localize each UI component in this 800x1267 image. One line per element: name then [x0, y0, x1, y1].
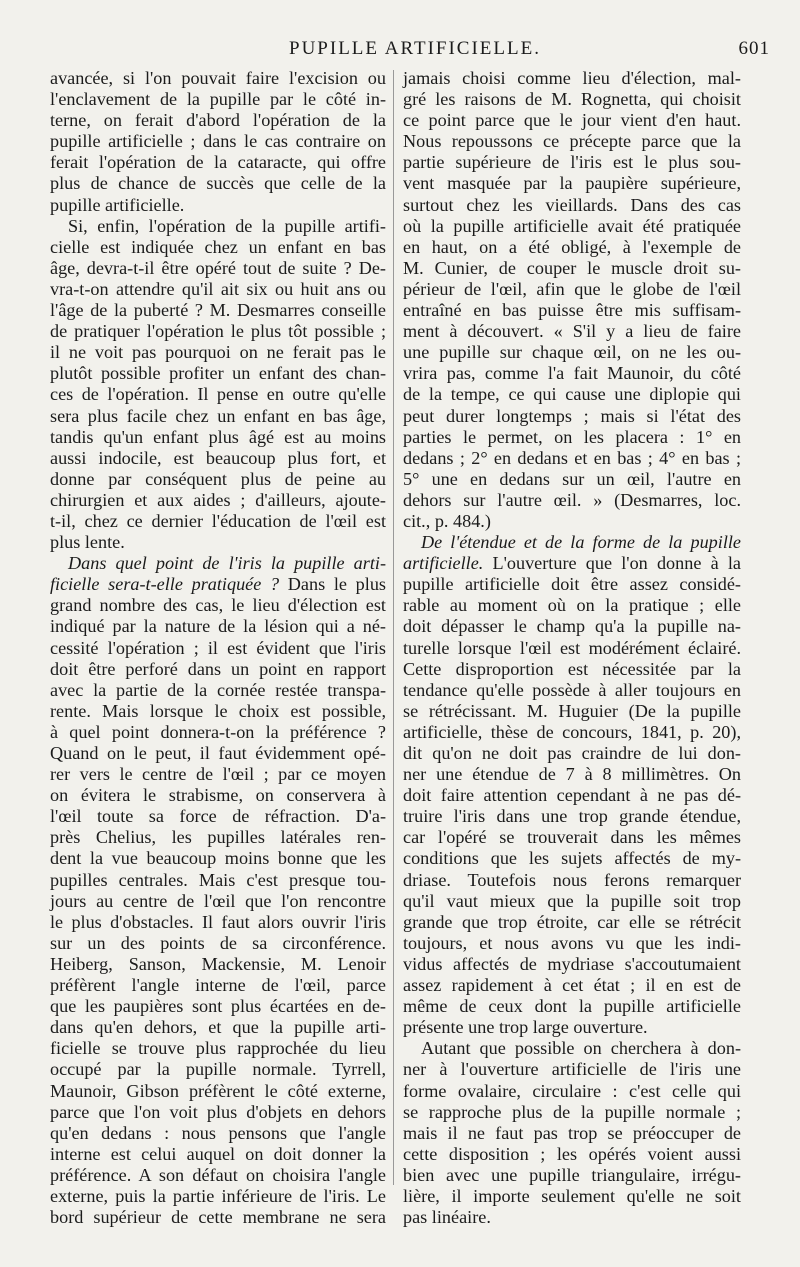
text-line: assez rapidement à cet état ; il en est de [403, 975, 741, 996]
text-line: externe, puis la partie inférieure de l'iris. Le [50, 1185, 386, 1206]
text-line: driase. Toutefois nous ferons remarquer [403, 869, 741, 890]
text-line: Nous repoussons ce précepte parce que la [403, 131, 741, 152]
text-line: plus lente. [50, 532, 125, 553]
text-line: sera plus facile chez un enfant en bas âge, [50, 405, 386, 426]
text-line: mais il ne faut pas trop se préoccuper de [403, 1122, 741, 1143]
text-line: cit., p. 484.) [403, 510, 491, 531]
text-line: vidus affectés de mydriase s'accoutumaient [403, 953, 741, 974]
text-line: préférence. A son défaut on choisira l'angle [50, 1164, 386, 1185]
text-line: dedans ; 2° en dedans et en bas ; 4° en bas ; [403, 447, 741, 468]
text-line: doit dépasser le champ qu'a la pupille na- [403, 616, 741, 637]
text-line: bien avec une pupille triangulaire, irrégu- [403, 1164, 741, 1185]
text-line: aussi indocile, est beaucoup plus fort, et [50, 447, 386, 468]
text-line: terne, on ferait d'abord l'opération de la [50, 110, 386, 131]
text-line: dehors sur l'autre œil. » (Desmarres, loc. [403, 489, 741, 510]
text-line: cette disposition ; les opérés voient aussi [403, 1143, 741, 1164]
text-line: cessité l'opération ; il est évident que l'iris [50, 637, 386, 658]
text-line: Autant que possible on cherchera à don- [421, 1038, 741, 1059]
text-line: on évitera le strabisme, on conservera à [50, 785, 386, 806]
text-line: Si, enfin, l'opération de la pupille artifi- [68, 215, 386, 236]
text-line: artificielle. L'ouverture que l'on donne à la [403, 553, 741, 574]
text-line: périeur de l'œil, afin que le globe de l'œil [403, 278, 741, 299]
text-line: toujours, et nous avons vu que les indi- [403, 932, 741, 953]
text-line: ces de l'opération. Il pense en outre qu'elle [50, 384, 386, 405]
text-line: M. Cunier, de couper le muscle droit su- [403, 257, 741, 278]
text-line: De l'étendue et de la forme de la pupille [421, 532, 741, 553]
text-line: parties le permet, on les placera : 1° en [403, 426, 741, 447]
text-line: dans qu'en dehors, et que la pupille arti- [50, 1017, 386, 1038]
text-line: gré les raisons de M. Rognetta, qui choisit [403, 89, 741, 110]
text-line: que les paupières sont plus écartées en de- [50, 996, 386, 1017]
text-line: Dans quel point de l'iris la pupille arti- [68, 553, 386, 574]
text-line: présente une trop large ouverture. [403, 1017, 648, 1038]
text-line: pupille artificielle doit être assez considé- [403, 574, 741, 595]
text-line: doit faire attention cependant à ne pas dé- [403, 785, 741, 806]
text-line: dit qu'on ne doit pas craindre de lui don- [403, 743, 741, 763]
text-line: de la tempe, ce qui cause une diplopie qui [403, 384, 741, 405]
text-line: âge, devra-t-il être opéré tout de suite ? De- [50, 257, 386, 278]
text-line: Cette disproportion est nécessitée par la [403, 658, 741, 679]
text-line: pupille artificielle ; dans le cas contraire on [50, 131, 386, 152]
text-line: sur un des points de sa circonférence. [50, 932, 386, 953]
text-line: donne par conséquent plus de peine au [50, 468, 386, 489]
text-line: ficielle se trouve plus rapprochée du lieu [50, 1038, 386, 1059]
text-line: conditions que les sujets affectés de my- [403, 848, 741, 869]
text-line: ficielle sera-t-elle pratiquée ? Dans le plus [50, 574, 386, 595]
text-line: rer vers le centre de l'œil ; par ce moyen [50, 764, 386, 785]
text-line: truire l'iris dans une trop grande étendue, [403, 806, 741, 827]
text-line: 5° une en dedans sur un œil, l'autre en [403, 468, 741, 489]
text-line: grande que trop étroite, car elle se rétrécit [403, 911, 741, 932]
text-line: pas linéaire. [403, 1207, 491, 1228]
page-header [60, 38, 770, 68]
text-line: bord supérieur de cette membrane ne sera [50, 1207, 386, 1228]
text-line: turelle lorsque l'œil est modérément éclairé. [403, 637, 741, 658]
text-line: Quand on le peut, il faut évidemment opé- [50, 743, 386, 763]
text-line: artificielle, thèse de concours, 1841, p. 20), [403, 721, 741, 742]
text-line: se rapproche plus de la pupille normale ; [403, 1101, 741, 1122]
text-line: une pupille sur chaque œil, on ne les ou- [403, 342, 741, 363]
text-line: ferait l'opération de la cataracte, qui offre [50, 152, 386, 173]
text-line: ce point parce que le jour vient d'en haut. [403, 110, 741, 131]
text-line: plutôt possible profiter un enfant des chan- [50, 363, 386, 384]
text-line: plus de chance de succès que celle de la [50, 173, 386, 194]
text-line: vrira pas, comme l'a fait Maunoir, du côté [403, 363, 741, 384]
text-line: indiqué par la nature de la lésion qui a né- [50, 616, 386, 637]
text-line: se rétrécissant. M. Huguier (De la pupille [403, 700, 741, 721]
text-line: en haut, on a été obligé, à l'exemple de [403, 236, 741, 257]
text-line: ment à découvert. « S'il y a lieu de faire [403, 321, 741, 342]
left-text-column [50, 68, 386, 1228]
text-line: l'âge de la puberté ? M. Desmarres conseille [50, 300, 386, 321]
text-line: vra-t-on attendre qu'il ait six ou huit ans ou [50, 278, 386, 299]
text-line: chirurgien et aux aides ; d'ailleurs, ajoute- [50, 489, 386, 510]
text-line: lière, il importe seulement qu'elle ne soit [403, 1185, 741, 1206]
text-line: peut durer longtemps ; mais si l'état des [403, 405, 741, 426]
text-line: avec la partie de la cornée restée transpa- [50, 679, 386, 700]
text-line: cielle est indiquée chez un enfant en bas [50, 236, 386, 257]
text-line: interne est celui auquel on doit donner la [50, 1143, 386, 1164]
text-line: jours au centre de l'œil que l'on rencontre [50, 890, 386, 911]
text-line: il ne voit pas pourquoi on ne ferait pas le [50, 342, 386, 363]
text-line: t-il, chez ce dernier l'éducation de l'œil est [50, 510, 386, 531]
text-line: Maunoir, Gibson préfèrent le côté externe, [50, 1080, 386, 1101]
text-line: tendance qu'elle possède à aller toujours en [403, 679, 741, 700]
text-line: ner une étendue de 7 à 8 millimètres. On [403, 764, 741, 785]
text-line: grand nombre des cas, le lieu d'élection est [50, 595, 386, 616]
text-line: préfèrent l'angle interne de l'œil, parce [50, 975, 386, 996]
text-line: ner à l'ouverture artificielle de l'iris une [403, 1059, 741, 1080]
text-line: à quel point donnera-t-on la préférence ? [50, 721, 386, 742]
text-line: pupilles centrales. Mais c'est presque tou- [50, 869, 386, 890]
page-number: 601 [738, 38, 770, 59]
text-line: pupille artificielle. [50, 194, 185, 215]
text-line: avancée, si l'on pouvait faire l'excision ou [50, 68, 386, 88]
text-line: près Chelius, les pupilles latérales ren- [50, 827, 386, 848]
text-line: rable au moment où on la pratique ; elle [403, 595, 741, 616]
text-line: partie supérieure de l'iris est le plus sou- [403, 152, 741, 173]
text-line: tandis qu'un enfant plus âgé est au moins [50, 426, 386, 447]
text-line: surtout chez les vieillards. Dans des cas [403, 194, 741, 215]
text-line: dent la vue beaucoup moins bonne que les [50, 848, 386, 869]
text-line: l'enclavement de la pupille par le côté in- [50, 89, 386, 110]
text-line: doit être perforé dans un point en rapport [50, 658, 386, 679]
text-line: même de ceux dont la pupille artificielle [403, 996, 741, 1017]
text-line: car l'opéré se trouverait dans les mêmes [403, 827, 741, 848]
text-line: de pratiquer l'opération le plus tôt possible ; [50, 321, 386, 342]
text-line: vent masquée par la paupière supérieure, [403, 173, 741, 194]
right-text-column [403, 68, 741, 1228]
text-line: où la pupille artificielle avait été pratiquée [403, 215, 741, 236]
text-line: entraîné en bas puisse être mis suffisam- [403, 300, 741, 321]
text-line: rente. Mais lorsque le choix est possible, [50, 700, 386, 721]
text-line: l'œil toute sa force de réfraction. D'a- [50, 806, 386, 827]
text-line: Heiberg, Sanson, Mackensie, M. Lenoir [50, 953, 386, 974]
text-line: qu'en dedans : nous pensons que l'angle [50, 1122, 386, 1143]
text-line: parce que l'on voit plus d'objets en dehors [50, 1101, 386, 1122]
text-line: le plus d'obstacles. Il faut alors ouvrir l'iris [50, 911, 386, 932]
running-title: PUPILLE ARTIFICIELLE. [289, 38, 541, 59]
text-line: occupé par la pupille normale. Tyrrell, [50, 1059, 386, 1080]
text-line: jamais choisi comme lieu d'élection, mal- [403, 68, 741, 88]
column-divider [393, 70, 394, 1185]
text-line: forme ovalaire, circulaire : c'est celle qui [403, 1080, 741, 1101]
text-line: qu'il vaut mieux que la pupille soit trop [403, 890, 741, 911]
